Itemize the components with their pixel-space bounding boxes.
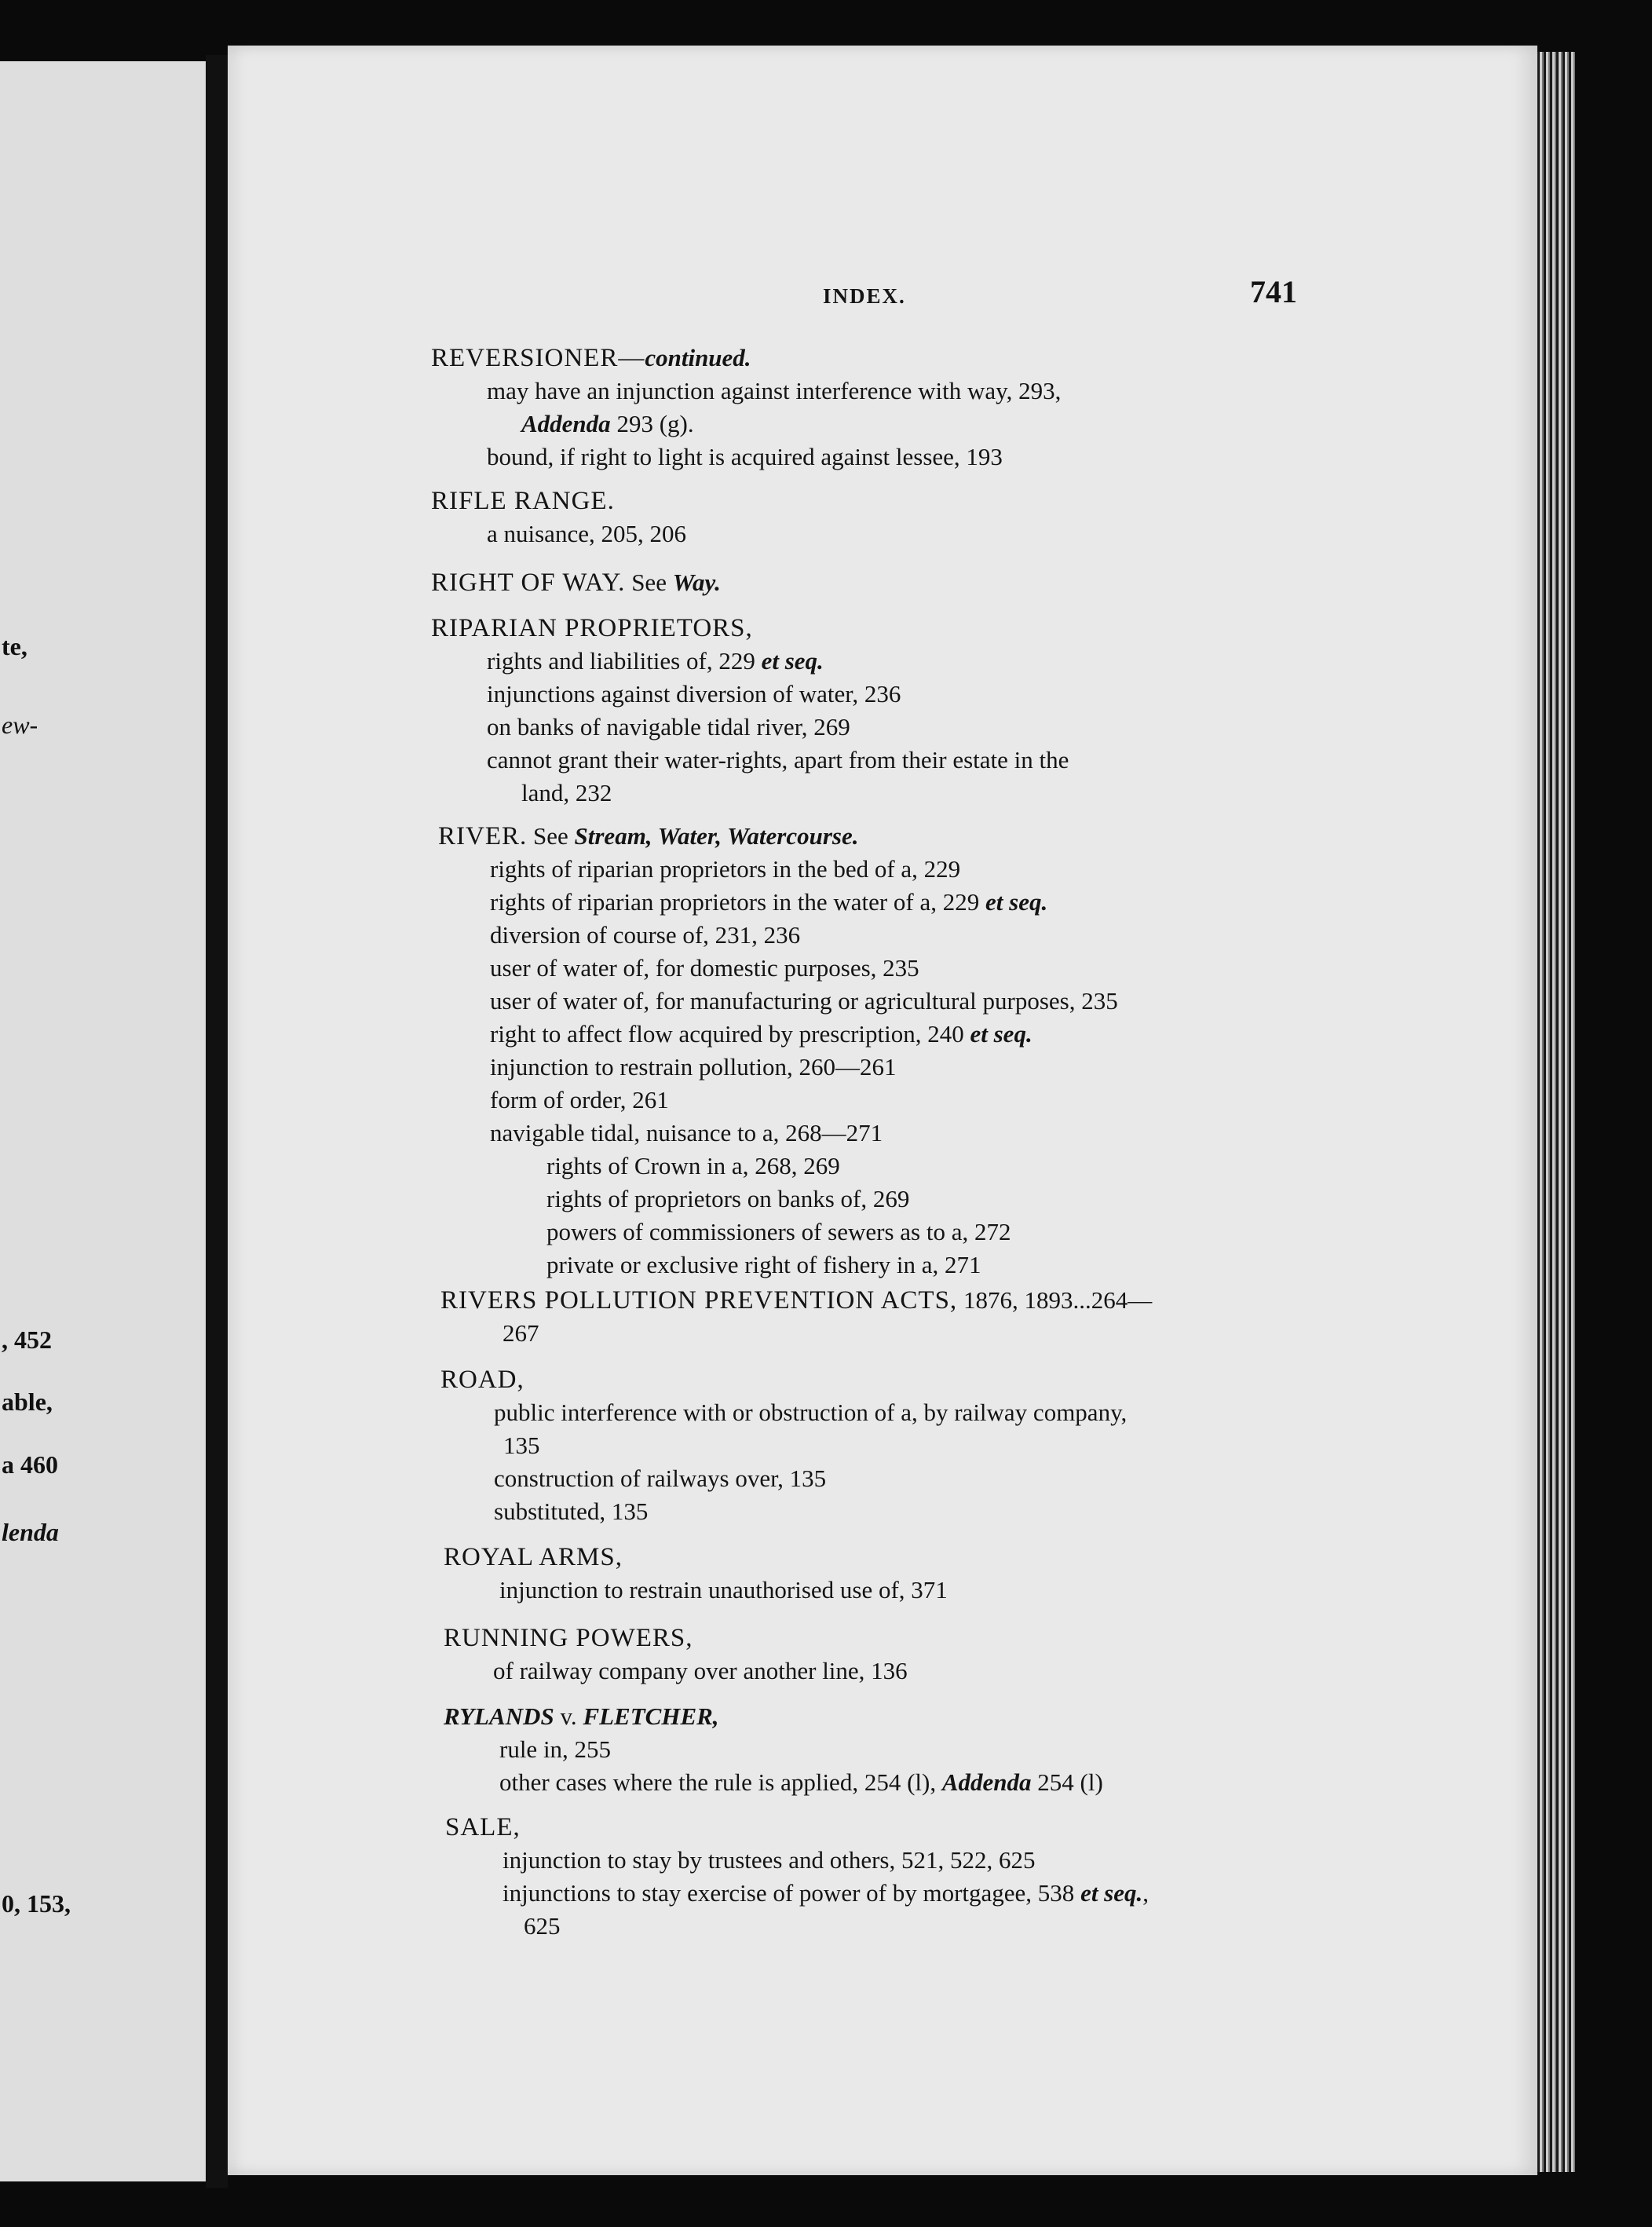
entry-text: , — [1142, 1879, 1149, 1907]
entry-italic: RYLANDS — [444, 1702, 554, 1730]
left-page-fragment: a 460 — [2, 1450, 58, 1479]
entry-text: See — [625, 569, 673, 596]
entry-text: user of water of, for manufacturing or agricultural purposes, 235 — [490, 987, 1118, 1015]
index-entry-line — [490, 887, 1047, 918]
entry-text: may have an injunction against interference with way, 293, — [487, 377, 1062, 404]
index-entry-line — [546, 1216, 1011, 1248]
index-entry-line — [490, 1051, 896, 1083]
entry-italic: et seq. — [970, 1020, 1032, 1048]
entry-text: See — [527, 822, 575, 850]
index-entry-line — [490, 1018, 1032, 1050]
entry-text: rights of riparian proprietors in the water of a, 229 — [490, 888, 986, 916]
index-entry-line — [487, 518, 686, 550]
entry-text: right to affect flow acquired by prescription, 240 — [490, 1020, 970, 1048]
index-heading-line — [440, 1285, 1152, 1316]
entry-heading: ROYAL ARMS, — [444, 1543, 623, 1571]
page-edges — [1537, 52, 1575, 2172]
left-page-fragment: , 452 — [2, 1326, 52, 1354]
page-number: 741 — [1250, 274, 1297, 309]
entry-text: 293 (g). — [610, 410, 694, 437]
entry-text: land, 232 — [521, 779, 612, 806]
entry-heading: RUNNING POWERS, — [444, 1624, 693, 1652]
entry-text: rights and liabilities of, 229 — [487, 647, 762, 675]
entry-italic: Stream, Water, Watercourse. — [574, 822, 859, 850]
book-spine — [206, 55, 228, 2188]
index-entry-line — [503, 1845, 1035, 1876]
index-heading-line — [444, 1622, 693, 1654]
facing-page — [0, 61, 206, 2181]
entry-text: on banks of navigable tidal river, 269 — [487, 713, 850, 741]
index-entry-line — [499, 1734, 611, 1765]
entry-text: of railway company over another line, 136 — [493, 1657, 908, 1684]
index-entry-line — [490, 920, 800, 951]
index-heading-line — [431, 342, 751, 374]
left-page-fragment: te, — [2, 632, 27, 660]
entry-text: powers of commissioners of sewers as to a, 272 — [546, 1218, 1011, 1245]
entry-text: injunction to stay by trustees and others, 521, 522, 625 — [503, 1846, 1036, 1874]
index-entry-line — [521, 408, 694, 440]
entry-text: rights of proprietors on banks of, 269 — [546, 1185, 910, 1212]
entry-heading: SALE, — [445, 1813, 521, 1841]
entry-text: navigable tidal, nuisance to a, 268—271 — [490, 1119, 883, 1146]
entry-text: substituted, 135 — [494, 1497, 649, 1525]
entry-italic: Addenda — [941, 1768, 1032, 1796]
index-heading-line — [431, 485, 615, 517]
index-entry-line — [521, 777, 612, 809]
index-entry-line — [546, 1183, 909, 1215]
entry-text: private or exclusive right of fishery in a, 271 — [546, 1251, 981, 1278]
entry-text: 254 (l) — [1031, 1768, 1103, 1796]
index-heading-line — [431, 567, 721, 598]
entry-text: 1876, 1893...264— — [957, 1286, 1153, 1314]
index-entry-line — [490, 854, 960, 885]
index-entry-line — [503, 1878, 1149, 1909]
entry-text: 625 — [524, 1912, 561, 1940]
entry-text: diversion of course of, 231, 236 — [490, 921, 801, 949]
index-heading-line — [438, 821, 859, 852]
index-entry-line — [444, 1701, 719, 1732]
entry-heading: ROAD, — [440, 1366, 524, 1394]
entry-text: injunction to restrain pollution, 260—261 — [490, 1053, 897, 1081]
index-entry-line — [499, 1767, 1103, 1798]
index-entry-line — [487, 711, 850, 743]
index-entry-line — [487, 678, 901, 710]
index-entry-line — [487, 375, 1061, 407]
left-page-fragment: ew- — [2, 711, 38, 739]
left-page-fragment: able, — [2, 1388, 53, 1416]
entry-italic: et seq. — [985, 888, 1048, 916]
index-heading-line — [440, 1364, 524, 1395]
entry-text: v. — [554, 1702, 583, 1730]
index-entry-line — [490, 953, 919, 984]
index-entry-line — [503, 1318, 539, 1349]
entry-text: rights of riparian proprietors in the bed of a, 229 — [490, 855, 961, 883]
entry-italic: et seq. — [761, 647, 824, 675]
index-entry-line — [490, 1117, 883, 1149]
entry-text: form of order, 261 — [490, 1086, 669, 1114]
entry-text: 135 — [503, 1432, 540, 1459]
index-entry-line — [503, 1430, 540, 1461]
index-entry-line — [487, 441, 1003, 473]
entry-text: other cases where the rule is applied, 254 (l), — [499, 1768, 942, 1796]
index-entry-line — [494, 1463, 826, 1494]
entry-text: construction of railways over, 135 — [494, 1465, 827, 1492]
entry-heading: RIFLE RANGE. — [431, 487, 615, 515]
entry-text: rule in, 255 — [499, 1735, 612, 1763]
entry-heading: RIVERS POLLUTION PREVENTION ACTS, — [440, 1286, 958, 1315]
entry-italic: Addenda — [521, 410, 611, 437]
index-entry-line — [546, 1249, 981, 1281]
entry-text: a nuisance, 205, 206 — [487, 520, 686, 547]
index-entry-line — [524, 1911, 561, 1942]
entry-heading: REVERSIONER— — [431, 344, 645, 372]
entry-text: injunctions to stay exercise of power of by mortgagee, 538 — [503, 1879, 1081, 1907]
entry-heading: RIGHT OF WAY. — [431, 569, 626, 597]
index-entry-line — [494, 1397, 1127, 1428]
entry-text: user of water of, for domestic purposes, 235 — [490, 954, 919, 982]
entry-heading: RIPARIAN PROPRIETORS, — [431, 614, 753, 642]
index-heading-line — [445, 1812, 521, 1843]
left-page-fragment: 0, 153, — [2, 1889, 71, 1918]
index-entry-line — [490, 1084, 669, 1116]
index-entry-line — [494, 1496, 648, 1527]
entry-italic: FLETCHER, — [583, 1702, 719, 1730]
index-entry-line — [487, 744, 1069, 776]
left-page-fragment: lenda — [2, 1518, 59, 1546]
index-entry-line — [490, 986, 1118, 1017]
entry-italic: et seq. — [1080, 1879, 1143, 1907]
entry-italic: continued. — [645, 344, 751, 371]
entry-text: injunctions against diversion of water, 236 — [487, 680, 901, 708]
index-entry-line — [499, 1574, 948, 1606]
index-entry-line — [487, 645, 824, 677]
entry-text: injunction to restrain unauthorised use of, 371 — [499, 1576, 948, 1604]
entry-text: rights of Crown in a, 268, 269 — [546, 1152, 840, 1179]
index-entry-line — [493, 1655, 908, 1687]
entry-text: 267 — [503, 1319, 539, 1347]
index-heading-line — [431, 613, 753, 644]
entry-text: cannot grant their water-rights, apart from their estate in the — [487, 746, 1069, 773]
entry-text: public interference with or obstruction of a, by railway company, — [494, 1399, 1128, 1426]
index-heading-line — [444, 1541, 623, 1573]
index-entry-line — [546, 1150, 840, 1182]
entry-italic: Way. — [672, 569, 721, 596]
entry-text: bound, if right to light is acquired against lessee, 193 — [487, 443, 1003, 470]
running-header: INDEX. — [823, 284, 906, 308]
entry-heading: RIVER. — [438, 822, 528, 850]
